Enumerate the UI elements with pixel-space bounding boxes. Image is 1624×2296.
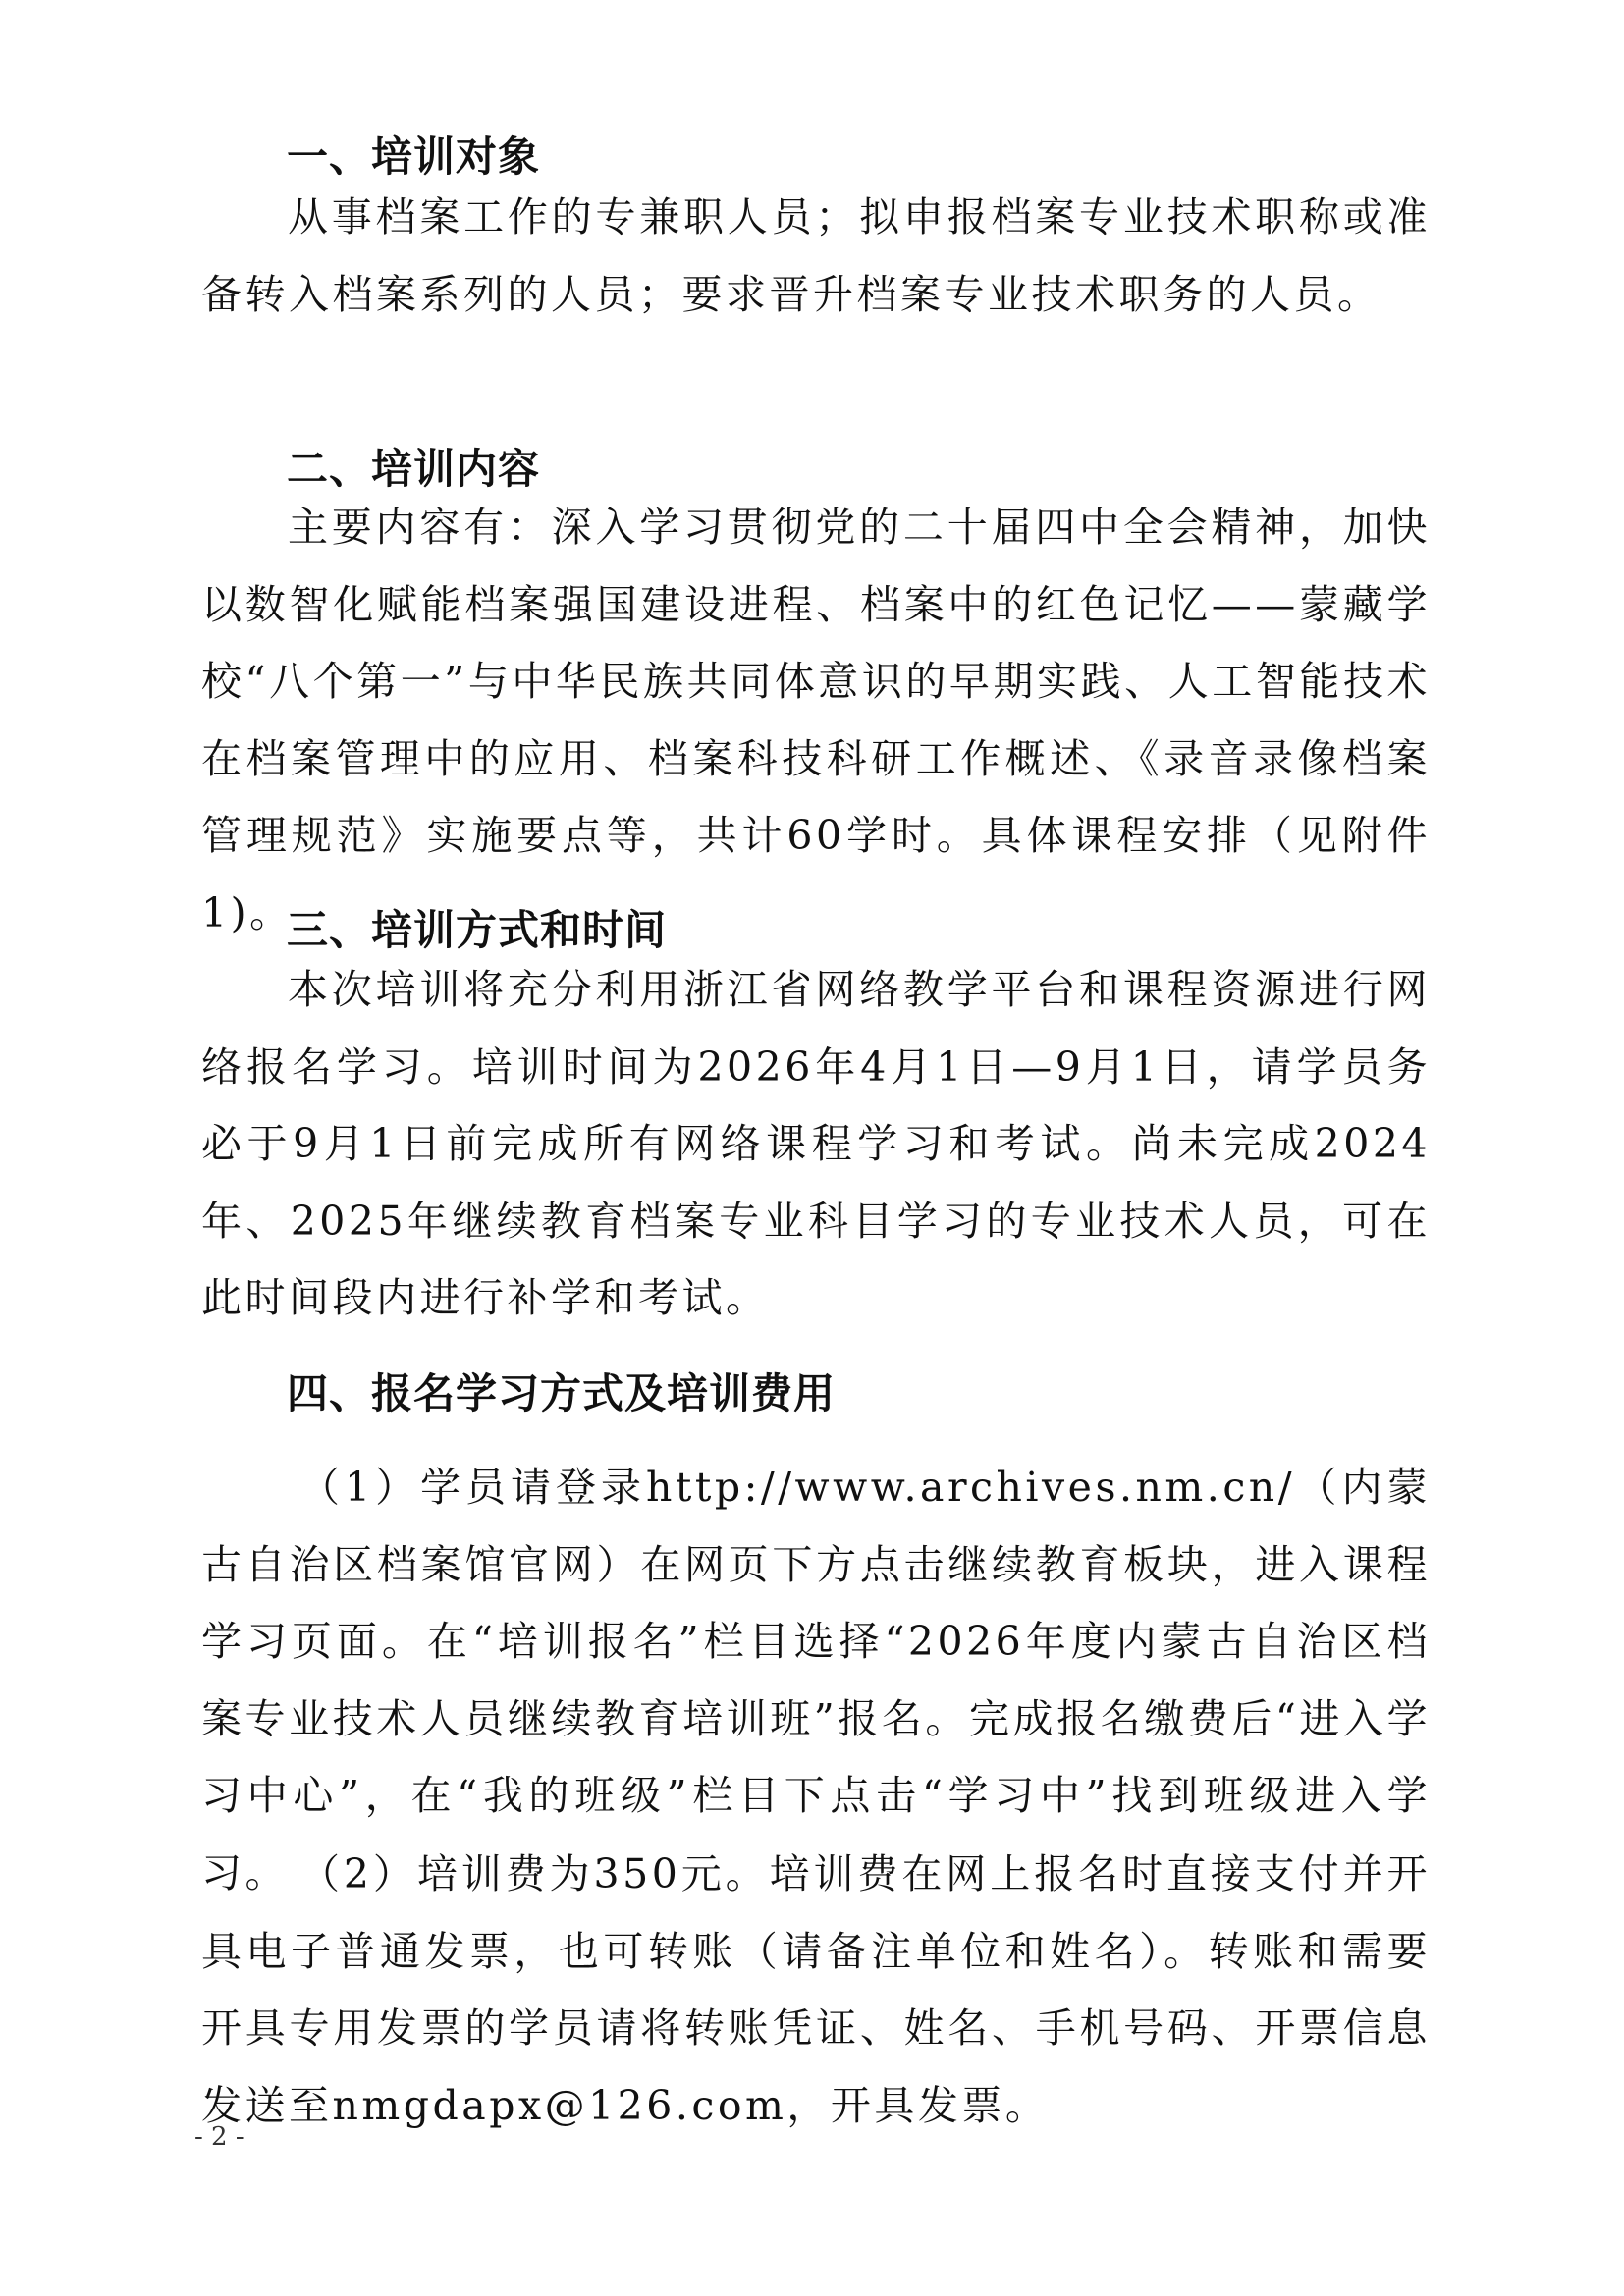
- section-2-paragraph: 主要内容有：深入学习贯彻党的二十届四中全会精神，加快以数智化赋能档案强国建设进程、档案中的红色记忆——蒙藏学校“八个第一”与中华民族共同体意识的早期实践、人工智能技术在档案管理中的应用、档案科技科研工作概述、《录音录像档案管理规范》实施要点等，共计60学时。具体课程安排（见附件1)。: [201, 504, 1431, 936]
- section-4-paragraph-2: （2）培训费为350元。培训费在网上报名时直接支付并开具电子普通发票，也可转账（请备注单位和姓名）。转账和需要开具专用发票的学员请将转账凭证、姓名、手机号码、开票信息发送至nmgdapx@126.com，开具发票。: [201, 1850, 1431, 2129]
- section-3-paragraph: 本次培训将充分利用浙江省网络教学平台和课程资源进行网络报名学习。培训时间为2026年4月1日—9月1日，请学员务必于9月1日前完成所有网络课程学习和考试。尚未完成2024年、2025年继续教育档案专业科目学习的专业技术人员，可在此时间段内进行补学和考试。: [201, 966, 1431, 1321]
- section-1-paragraph: 从事档案工作的专兼职人员；拟申报档案专业技术职称或准备转入档案系列的人员；要求晋升档案专业技术职务的人员。: [201, 193, 1431, 318]
- section-4-paragraph-1: （1）学员请登录http://www.archives.nm.cn/（内蒙古自治区档案馆官网）在网页下方点击继续教育板块，进入课程学习页面。在“培训报名”栏目选择“2026年度内蒙古自治区档案专业技术人员继续教育培训班”报名。完成报名缴费后“进入学习中心”，在“我的班级”栏目下点击“学习中”找到班级进入学习。: [201, 1464, 1431, 1896]
- section-1-heading: 一、培训对象: [287, 133, 541, 181]
- section-3-heading: 三、培训方式和时间: [287, 906, 668, 954]
- section-2-heading: 二、培训内容: [287, 445, 541, 493]
- section-4-heading: 四、报名学习方式及培训费用: [287, 1369, 837, 1417]
- page-number: - 2 -: [194, 2122, 244, 2152]
